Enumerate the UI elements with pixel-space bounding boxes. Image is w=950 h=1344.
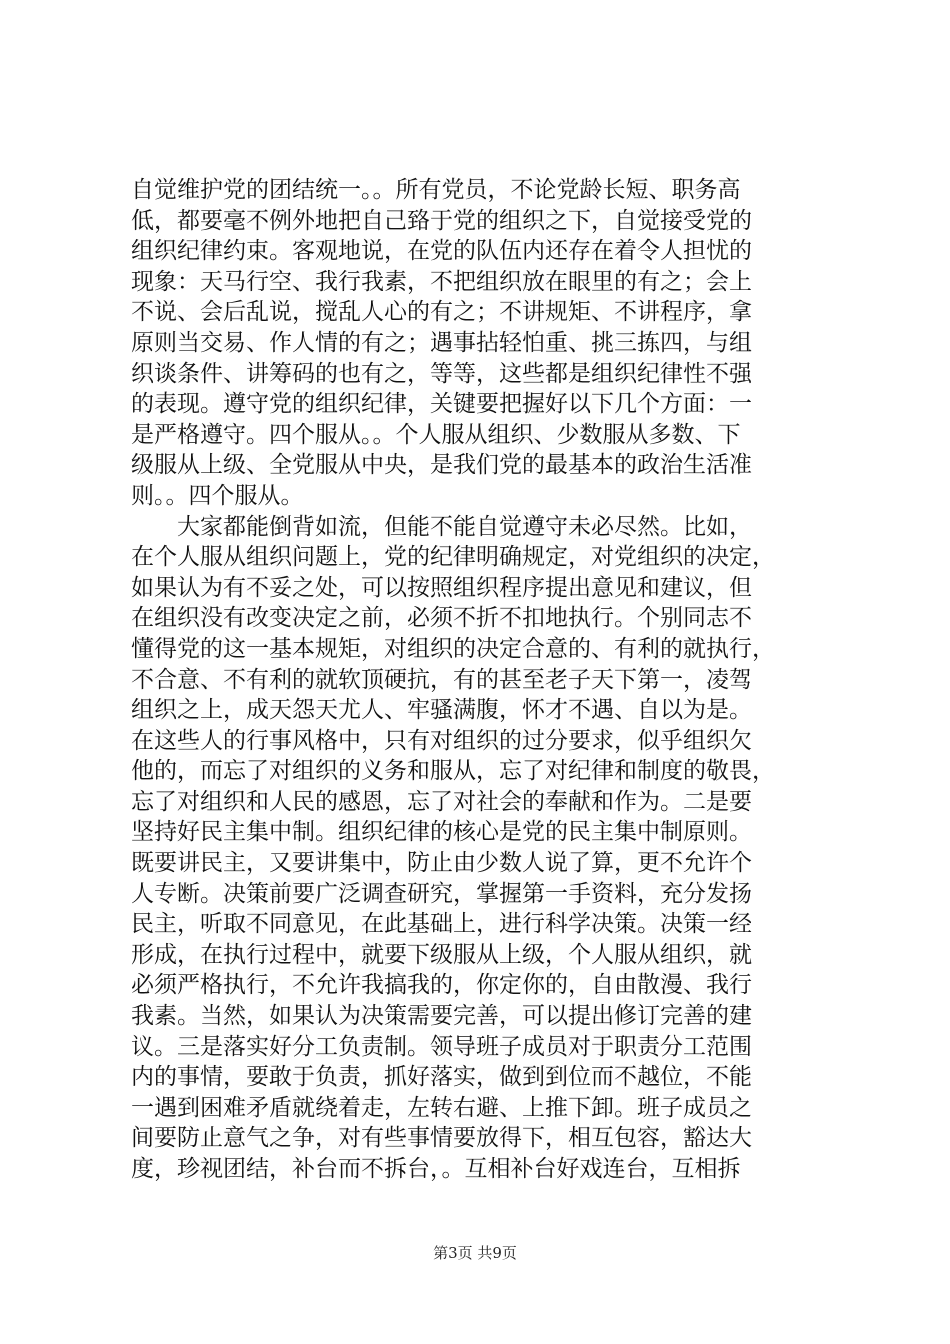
text-line: 度，珍视团结，补台而不拆台，。互相补台好戏连台，互相拆 (131, 1156, 741, 1182)
text-line: 原则当交易、作人情的有之；遇事拈轻怕重、挑三拣四，与组 (131, 329, 752, 356)
text-line: 间要防止意气之争，对有些事情要放得下，相互包容，豁达大 (131, 1125, 752, 1152)
text-line: 的表现。遵守党的组织纪律，关键要把握好以下几个方面：一 (131, 391, 752, 418)
text-line: 懂得党的这一基本规矩，对组织的决定合意的、有利的就执行， (131, 635, 775, 662)
text-line: 形成，在执行过程中，就要下级服从上级，个人服从组织，就 (131, 941, 752, 968)
text-line: 组织纪律约束。客观地说，在党的队伍内还存在着令人担忧的 (131, 238, 752, 265)
text-line: 坚持好民主集中制。组织纪律的核心是党的民主集中制原则。 (131, 819, 752, 846)
text-line: 组织之上，成天怨天尤人、牢骚满腹，怀才不遇、自以为是。 (131, 697, 752, 724)
body-text (131, 175, 831, 1185)
text-line: 则。。四个服从。 (131, 482, 304, 509)
text-line: 在组织没有改变决定之前，必须不折不扣地执行。个别同志不 (131, 605, 752, 632)
text-line: 人专断。决策前要广泛调查研究，掌握第一手资料，充分发扬 (131, 880, 752, 907)
text-line: 必须严格执行，不允许我搞我的，你定你的，自由散漫、我行 (131, 972, 752, 999)
text-line: 我素。当然，如果认为决策需要完善，可以提出修订完善的建 (131, 1003, 752, 1030)
text-line: 在这些人的行事风格中，只有对组织的过分要求，似乎组织欠 (131, 727, 752, 754)
text-line: 级服从上级、全党服从中央，是我们党的最基本的政治生活准 (131, 452, 752, 479)
text-line: 不合意、不有利的就软顶硬抗，有的甚至老子天下第一，凌驾 (131, 666, 752, 693)
text-line: 他的，而忘了对组织的义务和服从，忘了对纪律和制度的敬畏， (131, 758, 775, 785)
text-line: 在个人服从组织问题上，党的纪律明确规定，对党组织的决定， (131, 544, 775, 571)
text-line: 议。三是落实好分工负责制。领导班子成员对于职责分工范围 (131, 1033, 752, 1060)
text-line: 低，都要毫不例外地把自己臵于党的组织之下，自觉接受党的 (131, 207, 752, 234)
text-line: 一遇到困难矛盾就绕着走，左转右避、上推下卸。班子成员之 (131, 1094, 752, 1121)
page-number-footer: 第3页 共9页 (433, 1244, 517, 1262)
text-line: 既要讲民主，又要讲集中，防止由少数人说了算，更不允许个 (131, 850, 752, 877)
text-line: 不说、会后乱说，搅乱人心的有之；不讲规矩、不讲程序，拿 (131, 299, 752, 326)
text-line: 民主，听取不同意见，在此基础上，进行科学决策。决策一经 (131, 911, 752, 938)
text-line: 织谈条件、讲筹码的也有之，等等，这些都是组织纪律性不强 (131, 360, 752, 387)
text-line: 现象：天马行空、我行我素，不把组织放在眼里的有之；会上 (131, 268, 752, 295)
text-line: 如果认为有不妥之处，可以按照组织程序提出意见和建议，但 (131, 574, 752, 601)
text-line: 忘了对组织和人民的感恩，忘了对社会的奉献和作为。二是要 (131, 788, 752, 815)
text-line: 自觉维护党的团结统一。。所有党员，不论党龄长短、职务高 (131, 177, 741, 203)
text-line: 大家都能倒背如流，但能不能自觉遵守未必尽然。比如， (131, 513, 752, 540)
text-line: 内的事情，要敢于负责，抓好落实，做到到位而不越位，不能 (131, 1064, 752, 1091)
text-line: 是严格遵守。四个服从。。个人服从组织、少数服从多数、下 (131, 421, 741, 448)
